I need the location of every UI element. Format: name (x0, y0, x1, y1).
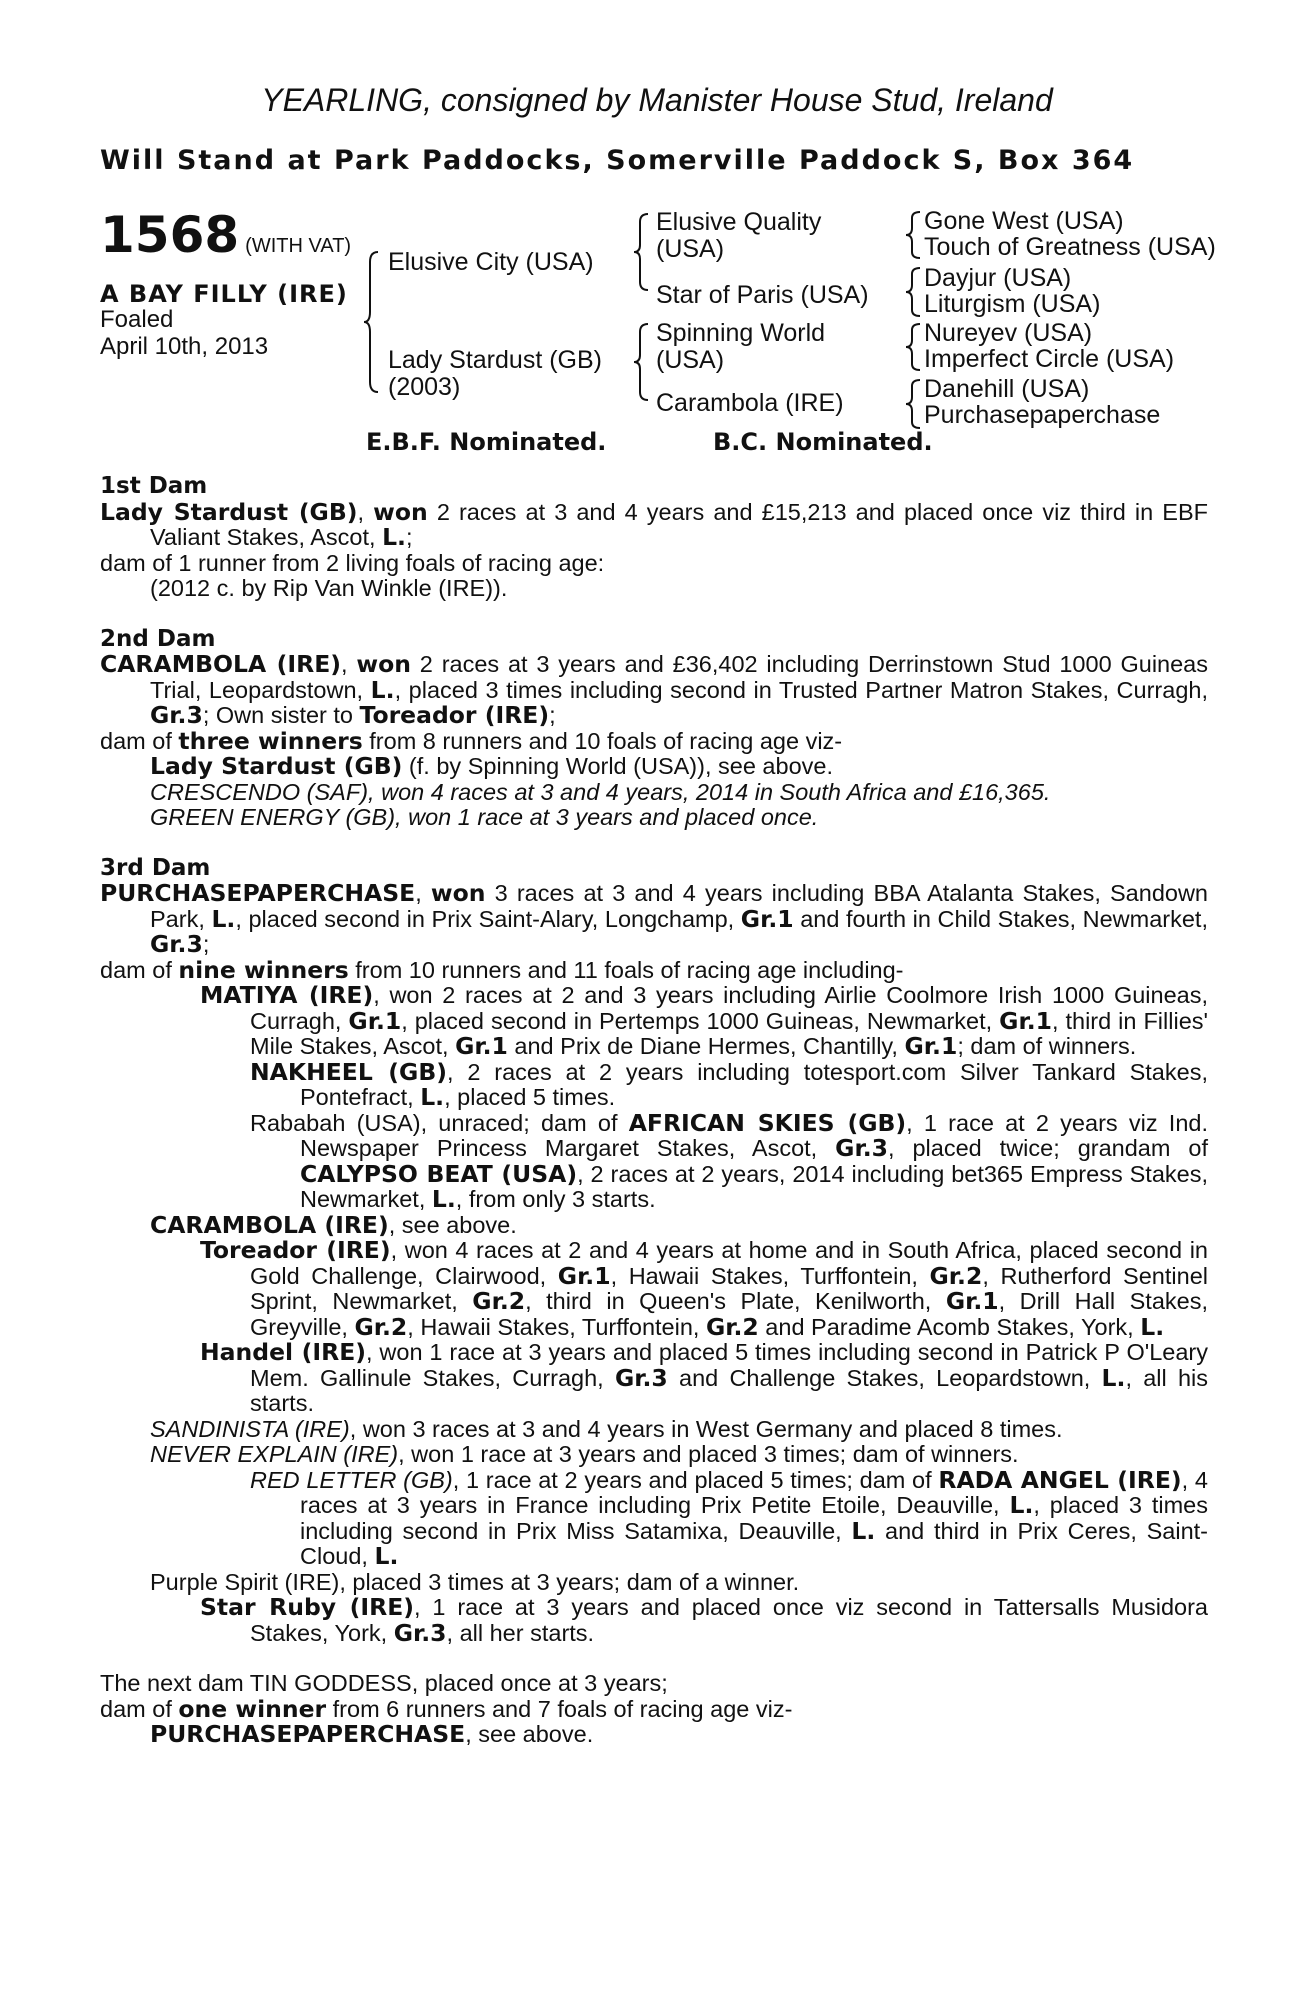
winners-count: three winners (178, 726, 363, 755)
record-text: ; (202, 931, 210, 957)
stand-location: Will Stand at Park Paddocks, Somerville Paddock S, Box 364 (100, 145, 1135, 176)
grade-label: Gr.3 (614, 1363, 668, 1392)
dam-name: Lady Stardust (GB) (388, 346, 602, 374)
record-text: and third in Prix Ceres, Saint-Cloud, (300, 1517, 1208, 1569)
offspring-item (100, 983, 1208, 1060)
won-label: won (373, 497, 428, 526)
offspring-name: Star Ruby (IRE) (200, 1593, 414, 1621)
offspring-item (100, 1057, 1208, 1111)
first-dam-produce: dam of 1 runner from 2 living foals of racing age: (100, 549, 605, 576)
next-dam-produce (100, 1694, 1208, 1723)
winners-count: one winner (178, 1694, 327, 1723)
record-text: 2 races at 3 years and £36,402 including Derrinstown Stud 1000 Guineas Trial, Leopardstown, (150, 651, 1208, 703)
record-text: , won 1 race at 3 years and placed 3 times; dam of winners. (398, 1441, 1019, 1467)
grade-label: L. (370, 675, 395, 704)
grade-label: Gr.3 (150, 701, 203, 729)
grade-label: Gr.1 (999, 1006, 1052, 1035)
grandsire-1b: (USA) (656, 235, 725, 263)
record-text: , Hawaii Stakes, Turffontein, (407, 1313, 706, 1340)
offspring-item (100, 1238, 1208, 1340)
grade-label: Gr.2 (705, 1312, 759, 1341)
offspring-name: MATIYA (IRE) (200, 981, 374, 1009)
record-text: , won 3 races at 3 and 4 years in West Germany and placed 8 times. (349, 1415, 1063, 1442)
offspring-name: NEVER EXPLAIN (IRE) (150, 1441, 399, 1467)
grade-label: Gr.1 (455, 1032, 508, 1060)
record-text: from 10 runners and 11 foals of racing age including- (348, 956, 904, 983)
record-text: dam of (100, 1695, 179, 1722)
record-text: , third in Queen's Plate, Kenilworth, (525, 1288, 946, 1314)
record-text: , 2 races at 2 years including totesport.com Silver Tankard Stakes, Pontefract, (300, 1058, 1208, 1110)
sire: Elusive City (USA) (388, 248, 594, 276)
record-text: , placed 3 times including second in Trusted Partner Matron Stakes, Curragh, (394, 676, 1208, 703)
record-text: dam of (100, 727, 179, 754)
offspring-name: NAKHEEL (GB) (250, 1057, 447, 1086)
offspring-name: SANDINISTA (IRE) (150, 1415, 350, 1442)
offspring-name: RADA ANGEL (IRE) (938, 1465, 1182, 1494)
record-text: and Challenge Stakes, Leopardstown, (667, 1364, 1102, 1391)
record-text: (f. by Spinning World (USA)), see above. (402, 753, 833, 779)
grade-label: Gr.1 (740, 904, 794, 933)
record-text: from 8 runners and 10 foals of racing age viz- (362, 727, 843, 754)
record-text: , Hawaii Stakes, Turffontein, (610, 1262, 930, 1289)
produce-record (100, 474, 1208, 1748)
grade-label: L. (431, 1185, 456, 1213)
grade-label: L. (851, 1516, 876, 1545)
record-text: , 1 race at 2 years and placed 5 times; dam of (452, 1466, 939, 1493)
grade-label: Gr.1 (904, 1032, 958, 1060)
offspring-name: Toreador (IRE) (200, 1236, 391, 1264)
second-dam-name: CARAMBOLA (IRE) (100, 650, 342, 678)
record-text: ; Own sister to (202, 702, 360, 728)
vat-label: (WITH VAT) (245, 235, 352, 257)
record-text: , Rutherford Sentinel Sprint, Newmarket, (250, 1262, 1208, 1314)
ggs-1: Gone West (USA) (924, 207, 1124, 235)
grade-label: L. (1140, 1312, 1165, 1341)
record-text: dam of (100, 956, 179, 983)
third-dam-heading: 3rd Dam (100, 854, 211, 881)
offspring-item (100, 1210, 1208, 1239)
record-text: , placed 3 times including second in Prix Miss Satamixa, Deauville, (300, 1492, 1208, 1544)
first-dam-heading: 1st Dam (100, 473, 208, 499)
ggs-5: Nureyev (USA) (924, 319, 1093, 347)
offspring-item (100, 754, 1208, 780)
consignment-line: YEARLING, consigned by Manister House Stud, Ireland (261, 82, 1053, 118)
grandsire-1a: Elusive Quality (656, 208, 822, 236)
offspring-name: AFRICAN SKIES (GB) (628, 1108, 907, 1137)
offspring-item (100, 1340, 1208, 1417)
grandsire-2b: (USA) (656, 346, 725, 374)
record-text: , Drill Hall Stakes, Greyville, (250, 1288, 1208, 1340)
record-text: , all her starts. (446, 1619, 595, 1646)
grade-label: Gr.1 (557, 1261, 611, 1290)
offspring-name: CARAMBOLA (IRE) (150, 1210, 389, 1239)
offspring-item (100, 1108, 1208, 1213)
offspring-item (100, 1722, 1208, 1748)
ggs-4: Liturgism (USA) (924, 290, 1101, 318)
third-dam-record: PURCHASEPAPERCHASE, won 3 races at 3 and 4 years including BBA Atalanta Stakes, Sandown Park, L., placed second in Prix Saint-Alary, Longchamp, Gr.1 and fourth in Child Stakes, Newmarket, Gr.3; (100, 879, 1208, 958)
record-text: , placed twice; grandam of (887, 1135, 1208, 1161)
grade-label: Gr.1 (348, 1006, 402, 1035)
record-text: 3 races at 3 and 4 years including BBA Atalanta Stakes, Sandown Park, (150, 880, 1208, 932)
grade-label: Gr.3 (150, 930, 203, 958)
record-text: , 4 races at 3 years in France including Prix Petite Etoile, Deauville, (300, 1466, 1208, 1518)
grade-label: Gr.1 (945, 1287, 999, 1315)
sister-name: Toreador (IRE) (359, 701, 550, 729)
record-text: 2 races at 3 and 4 years and £15,213 and placed once viz third in EBF Valiant Stakes, Ascot, (150, 498, 1209, 550)
ggs-2: Touch of Greatness (USA) (924, 233, 1216, 261)
offspring-item: Purple Spirit (IRE), placed 3 times at 3 years; dam of a winner. (150, 1568, 800, 1595)
offspring-name: RED LETTER (GB) (250, 1466, 453, 1493)
second-dam-record: CARAMBOLA (IRE), won 2 races at 3 years and £36,402 including Derrinstown Stud 1000 Guineas Trial, Leopardstown, L., placed 3 times including second in Trusted Partner Matron Stakes, Curragh, Gr.3; Own sister to Toreador (IRE); (100, 650, 1208, 729)
grade-label: Gr.3 (393, 1618, 447, 1647)
record-text: , placed second in Pertemps 1000 Guineas, Newmarket, (401, 1007, 1000, 1034)
third-dam-produce (100, 955, 1208, 984)
grade-label: Gr.3 (835, 1134, 888, 1162)
first-dam-foal: (2012 c. by Rip Van Winkle (IRE)). (150, 575, 508, 601)
granddam-1: Star of Paris (USA) (656, 281, 869, 309)
record-text: and fourth in Child Stakes, Newmarket, (793, 905, 1208, 932)
foaled-date: April 10th, 2013 (100, 333, 269, 360)
record-text: and Paradime Acomb Stakes, York, (758, 1313, 1141, 1340)
record-text: , from only 3 starts. (455, 1186, 656, 1212)
grade-label: L. (420, 1083, 445, 1111)
grade-label: L. (211, 904, 236, 933)
record-text: from 6 runners and 7 foals of racing age viz- (326, 1695, 793, 1722)
record-text: , see above. (388, 1211, 517, 1238)
grade-label: Gr.2 (472, 1287, 526, 1315)
second-dam-produce (100, 726, 1208, 755)
ggs-7: Danehill (USA) (924, 375, 1090, 403)
offspring-item (100, 1465, 1208, 1570)
record-text: Rababah (USA), unraced; dam of (250, 1109, 629, 1136)
winners-count: nine winners (178, 955, 349, 984)
second-dam-heading: 2nd Dam (100, 625, 216, 652)
offspring-item (100, 1595, 1208, 1646)
grade-label: L. (1101, 1363, 1126, 1392)
ggs-6: Imperfect Circle (USA) (924, 345, 1175, 373)
record-text: , all his starts. (250, 1364, 1209, 1416)
record-text: ; (405, 524, 413, 550)
ggs-8: Purchasepaperchase (924, 401, 1161, 429)
record-text: , see above. (465, 1721, 594, 1747)
lot-number: 1568 (100, 206, 240, 264)
record-text: , 2 races at 2 years, 2014 including bet365 Empress Stakes, Newmarket, (300, 1160, 1208, 1212)
offspring-name: PURCHASEPAPERCHASE (150, 1720, 466, 1748)
granddam-2: Carambola (IRE) (656, 389, 844, 417)
horse-description: A BAY FILLY (IRE) (100, 280, 348, 308)
grade-label: L. (1009, 1491, 1034, 1519)
offspring-item (100, 1442, 1208, 1468)
won-label: won (430, 879, 486, 907)
grade-label: L. (374, 1542, 399, 1570)
offspring-name: Lady Stardust (GB) (150, 752, 403, 780)
ggs-3: Dayjur (USA) (924, 264, 1072, 292)
bc-nominated: B.C. Nominated. (713, 428, 933, 456)
record-text: , placed 5 times. (444, 1084, 616, 1110)
record-text: , won 2 races at 2 and 3 years including Airlie Coolmore Irish 1000 Guineas, Curragh, (250, 982, 1209, 1034)
first-dam-name: Lady Stardust (GB) (100, 497, 358, 526)
record-text: , placed second in Prix Saint-Alary, Longchamp, (235, 905, 741, 932)
record-text: , 1 race at 3 years and placed once viz second in Tattersalls Musidora Stakes, York, (250, 1594, 1208, 1646)
record-text: ; (549, 702, 556, 728)
ebf-nominated: E.B.F. Nominated. (366, 428, 607, 456)
next-dam-line: The next dam TIN GODDESS, placed once at 3 years; (100, 1670, 668, 1696)
record-text: and Prix de Diane Hermes, Chantilly, (507, 1033, 905, 1059)
grandsire-2a: Spinning World (656, 319, 826, 347)
lot-number-line (100, 206, 351, 264)
record-text: ; dam of winners. (957, 1033, 1137, 1059)
grade-label: Gr.2 (354, 1312, 408, 1341)
dam-year: (2003) (388, 373, 461, 401)
offspring-item: GREEN ENERGY (GB), won 1 race at 3 years and placed once. (150, 804, 819, 830)
record-text: , third in Fillies' Mile Stakes, Ascot, (250, 1007, 1208, 1059)
offspring-item: CRESCENDO (SAF), won 4 races at 3 and 4 years, 2014 in South Africa and £16,365. (150, 778, 1051, 805)
offspring-name: CALYPSO BEAT (USA) (300, 1159, 578, 1188)
offspring-item (100, 1417, 1208, 1443)
foaled-label: Foaled (100, 306, 174, 333)
grade-label: L. (382, 523, 406, 551)
won-label: won (356, 650, 411, 678)
record-text: , won 1 race at 3 years and placed 5 times including second in Patrick P O'Leary Mem. Gallinule Stakes, Curragh, (250, 1339, 1208, 1391)
first-dam-record: Lady Stardust (GB), won 2 races at 3 and 4 years and £15,213 and placed once viz third in EBF Valiant Stakes, Ascot, L.; (100, 497, 1209, 551)
record-text: , 1 race at 2 years viz Ind. Newspaper Princess Margaret Stakes, Ascot, (300, 1109, 1208, 1161)
record-text: , won 4 races at 2 and 4 years at home and in South Africa, placed second in Gold Challenge, Clairwood, (250, 1237, 1208, 1289)
offspring-name: Handel (IRE) (200, 1338, 366, 1366)
grade-label: Gr.2 (929, 1261, 983, 1290)
third-dam-name: PURCHASEPAPERCHASE (100, 879, 416, 907)
